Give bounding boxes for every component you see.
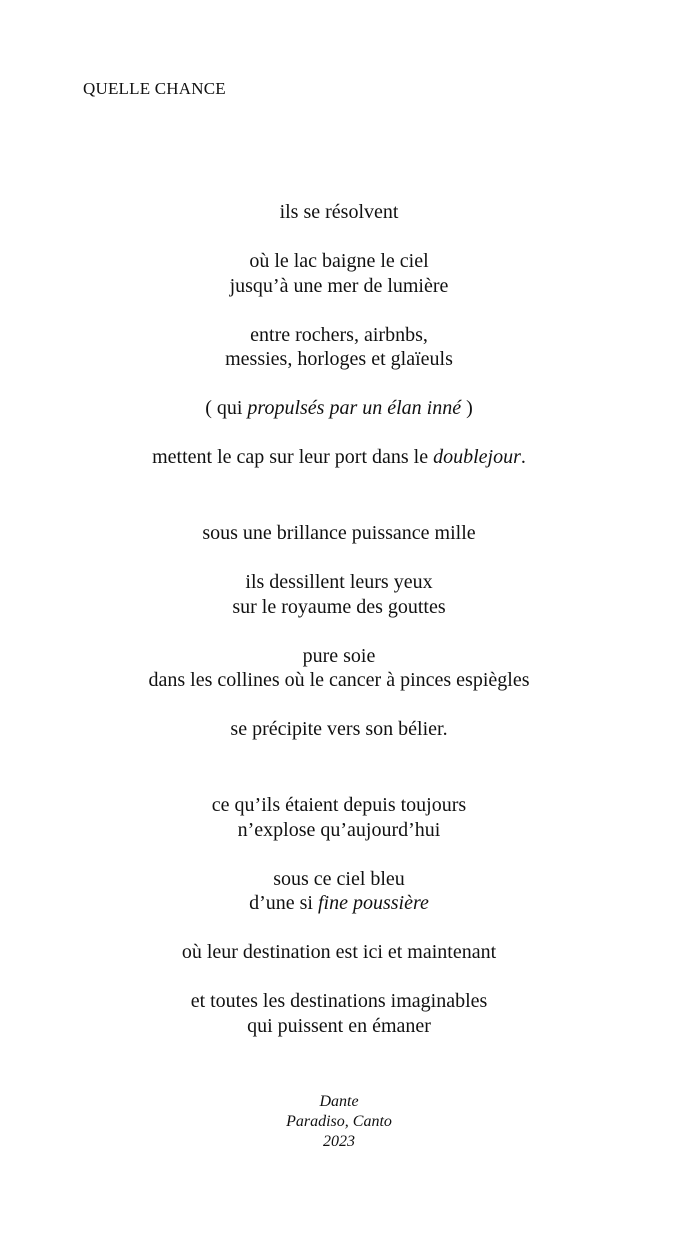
- poem-line: entre rochers, airbnbs,: [250, 323, 428, 346]
- poem-text: ): [461, 397, 473, 419]
- blank-line: [0, 965, 678, 990]
- poem-title: QUELLE CHANCE: [83, 79, 226, 98]
- poem-line: où leur destination est ici et maintenant: [181, 941, 497, 963]
- stanza-group-1: [0, 200, 678, 470]
- blank-line: [0, 421, 678, 446]
- poem-line: n’explose qu’aujourd’hui: [237, 818, 441, 841]
- blank-line: [0, 372, 678, 397]
- attribution-year: 2023: [323, 1133, 355, 1150]
- poem-line: [0, 891, 678, 916]
- blank-line: [0, 916, 678, 941]
- attribution: [0, 1092, 678, 1152]
- attribution-work: Paradiso, Canto: [286, 1113, 392, 1130]
- poem-line: ce qu’ils étaient depuis toujours: [211, 794, 467, 816]
- poem-line: [0, 445, 678, 470]
- blank-line: [0, 546, 678, 571]
- poem-line: et toutes les destinations imaginables: [190, 990, 488, 1012]
- poem-line: ils dessillent leurs yeux: [245, 571, 433, 593]
- poem-italic-text: fine poussière: [317, 892, 429, 914]
- stanza-group-2: [0, 521, 678, 742]
- poem-line: [0, 396, 678, 421]
- poem-italic-text: doublejour: [433, 446, 521, 468]
- attribution-author: Dante: [319, 1093, 359, 1110]
- poem-line: se précipite vers son bélier.: [230, 718, 448, 740]
- poem-line: dans les collines où le cancer à pinces espiègles: [148, 669, 530, 691]
- poem-line: ils se résolvent: [279, 201, 399, 223]
- poem-line: sur le royaume des gouttes: [232, 595, 446, 618]
- blank-line: [0, 842, 678, 867]
- blank-line: [0, 298, 678, 323]
- poem-text: d’une si: [249, 892, 318, 914]
- poem-line: pure soie: [302, 644, 376, 667]
- blank-line: [0, 225, 678, 250]
- poem-line: sous ce ciel bleu: [273, 867, 405, 890]
- poem-line: sous une brillance puissance mille: [202, 522, 476, 544]
- stanza-group-3: [0, 793, 678, 1038]
- blank-line: [0, 693, 678, 718]
- poem-italic-text: propulsés par un élan inné: [247, 397, 462, 419]
- poem-text: .: [520, 446, 526, 468]
- poem-text: ( qui: [205, 397, 248, 419]
- poem-line: où le lac baigne le ciel: [249, 250, 429, 272]
- poem-line: qui puissent en émaner: [247, 1014, 431, 1037]
- poem-line: jusqu’à une mer de lumière: [229, 274, 449, 297]
- blank-line: [0, 619, 678, 644]
- poem-text: mettent le cap sur leur port dans le: [152, 446, 434, 468]
- poem-line: messies, horloges et glaïeuls: [225, 348, 453, 370]
